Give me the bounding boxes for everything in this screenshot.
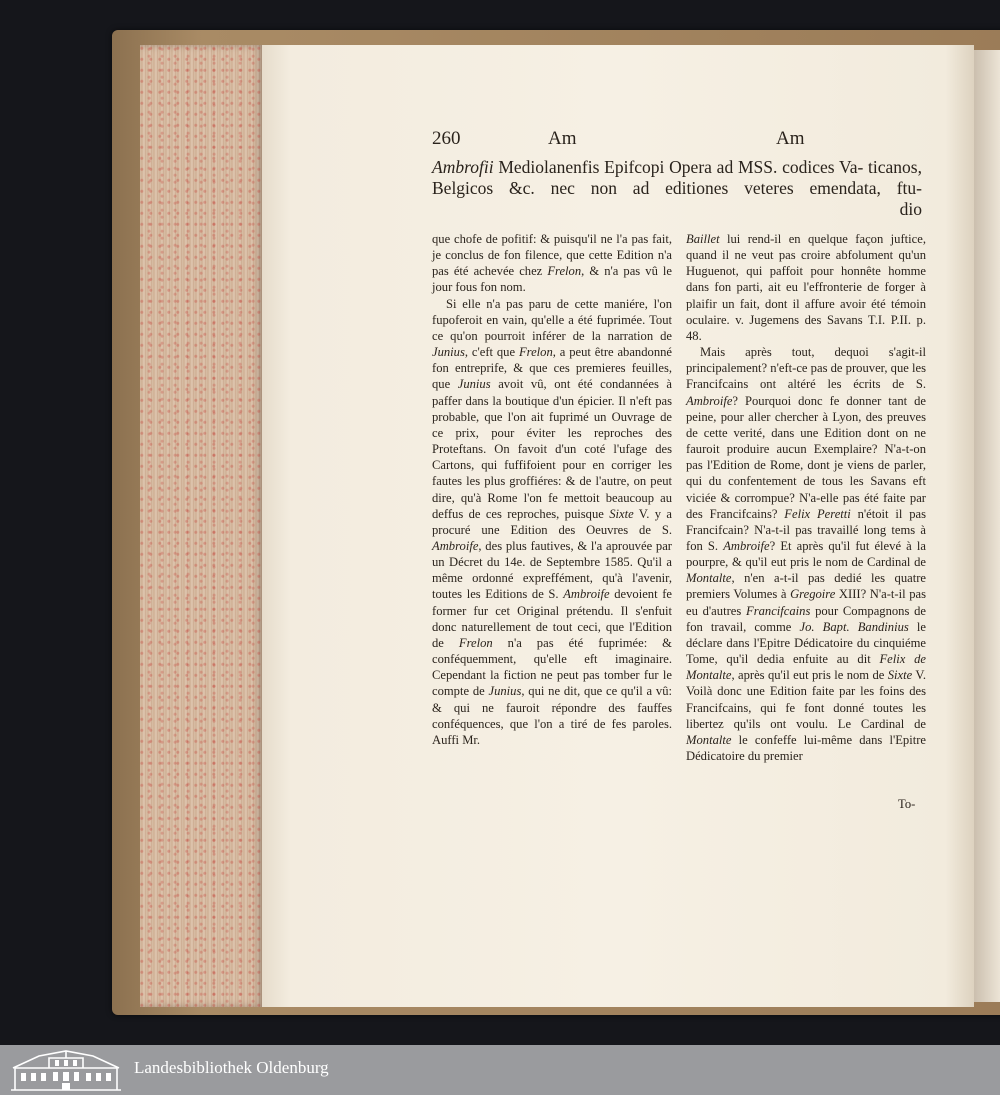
- running-head-left: Am: [548, 128, 577, 149]
- entry-title: [432, 157, 922, 220]
- running-head-right: Am: [776, 128, 805, 149]
- title-line1: Mediolanenfis Epifcopi Opera ad MSS. codices Va-: [493, 157, 864, 177]
- left-column: [432, 231, 672, 748]
- page-edges: [140, 45, 265, 1007]
- right-paragraph-2: Mais après tout, dequoi s'agit-il principalement? n'eft-ce pas de prouver, que les Francifcains ont altéré les écrits de S. Ambroife? Pourquoi donc fe donner tant de peine, pour aller chercher à Lyon, des preuves de cette verité, dans une Edition dont on ne fauroit produire aucun Exemplaire? N'a-t-on pas l'Edition de Rome, dont je viens de parler, qui du confentement de tous les Savans eft viciée & corrompue? N'a-elle pas été faite par des Francifcains? Felix Peretti n'étoit il pas Francifcain? N'a-t-il pas travaillé long tems à fon S. Ambroife? Et après qu'il fut élevé à la pourpre, & qu'il eut pris le nom de Cardinal de Montalte, n'en a-t-il pas dedié les quatre premiers Volumes à Gregoire XIII? N'a-t-il pas eu d'autres Francifcains pour Compagnons de fon travail, comme Jo. Bapt. Bandinius le déclare dans l'Epitre Dédicatoire du cinquiéme Tome, qu'il dedia enfuite au dit Felix de Montalte, après qu'il eut pris le nom de Sixte V. Voilà donc une Edition faite par les foins des Francifcains, qui fe font donné toutes les libertez qu'ils ont voulu. Le Cardinal de Montalte le confeffe lui-même dans l'Epitre Dédicatoire du premier: [686, 345, 927, 763]
- right-column: [686, 231, 926, 764]
- facing-page-edge: [974, 50, 1000, 1002]
- title-line2: ticanos, Belgicos &c. nec non ad editiones veteres emendata, ftu-: [432, 157, 922, 198]
- catchword: To-: [898, 797, 916, 811]
- left-paragraph-2: Si elle n'a pas paru de cette maniére, l'on fupoferoit en vain, qu'elle a été fuprimée. Tout ce qu'on pourroit inférer de la narration de Junius, c'eft que Frelon, a peut être abandonné fon entreprife, & que ces premieres feuilles, que Junius avoit vû, ont été condannées à paffer dans la boutique d'un épicier. Il n'eft pas probable, que l'on ait fuprimé un Ouvrage de ce prix, pour éviter les reproches des Proteftans. On favoit d'un coté l'ufage des Cartons, qui fuffifoient pour en corriger les fautes les plus groffiéres: & de l'autre, on peut dire, qu'à Rome l'on fe mettoit beaucoup au deffus de ces reproches, puisque Sixte V. y a procuré une Edition des Oeuvres de S. Ambroife, des plus fautives, & l'a aprouvée par un Décret du 14e. de Septembre 1585. Qu'il a même ordonné expreffément, qu'à l'avenir, toutes les Editions de S. Ambroife devoient fe former fur cet Original prétendu. Il s'enfuit donc naturellement de tout ceci, que l'Edition de Frelon n'a pas été fuprimée: & conféquemment, qu'elle eft imaginaire. Cependant la fiction ne peut pas tomber fur le compte de Junius, qui ne dit, que ce qu'il a vû: & qui ne fauroit répondre des fauffes conféquences, que l'on a tiré de fes paroles. Auffi Mr.: [432, 296, 673, 747]
- right-paragraph-1: Baillet lui rend-il en quelque façon juftice, quand il ne veut pas croire abfolument qu'un Huguenot, qui paffoit pour honnête homme dans fon parti, ait eu l'effronterie de forger à plaifir un fait, dont il affure avoir été témoin oculaire. v. Jugemens des Savans T.I. P.II. p. 48.: [686, 232, 926, 343]
- title-italic: Ambrofii: [432, 157, 494, 177]
- library-building-icon: [9, 1048, 123, 1092]
- title-line3: dio: [899, 199, 922, 219]
- edge-speckle: [140, 45, 265, 1007]
- library-name: Landesbibliothek Oldenburg: [134, 1058, 329, 1077]
- page-number: 260: [432, 128, 461, 149]
- footer-bar: [0, 1045, 1000, 1095]
- left-paragraph-1: que chofe de pofitif: & puisqu'il ne l'a pas fait, je conclus de fon filence, que cette Edition n'a pas été achevée chez Frelon, & n'a pas vû le jour fous fon nom.: [432, 232, 673, 295]
